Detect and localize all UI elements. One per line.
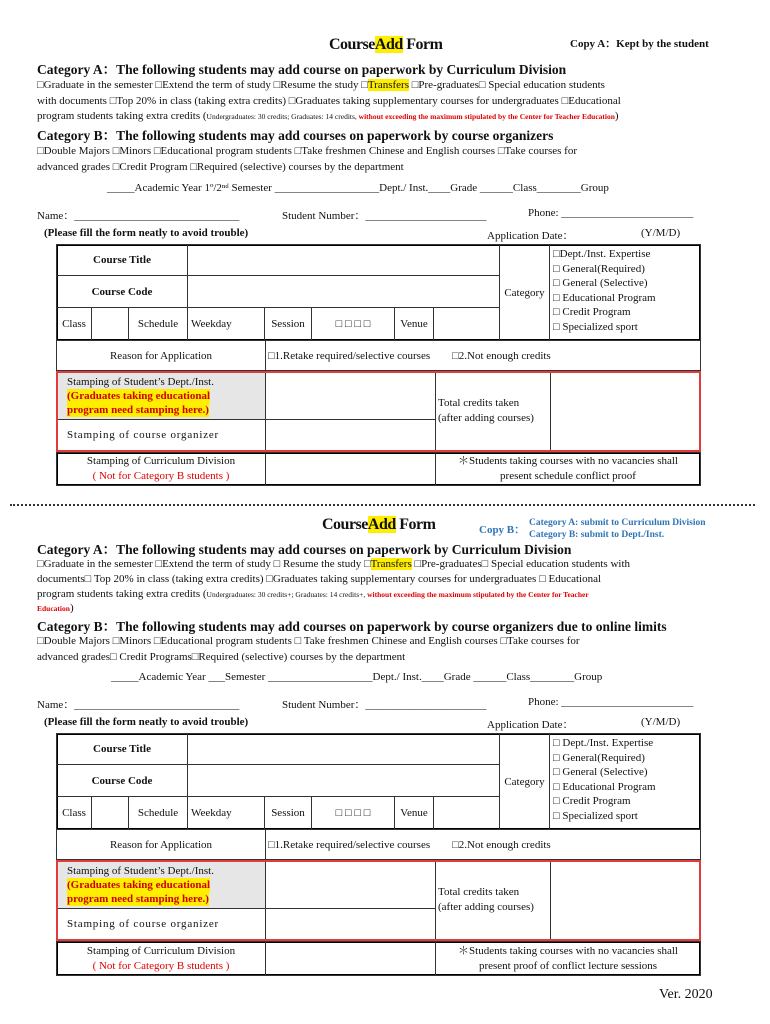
class-input[interactable] bbox=[91, 796, 129, 830]
session-label: Session bbox=[264, 796, 312, 830]
stamp-curriculum-label bbox=[56, 941, 266, 976]
category-b-line-2: advanced grades□ Credit Programs□Required (selective) courses by the department bbox=[37, 651, 406, 663]
stamp-organizer-label: Stamping of course organizer bbox=[56, 908, 266, 940]
category-a-line-4 bbox=[37, 601, 74, 616]
course-code-input[interactable] bbox=[187, 275, 500, 308]
no-vacancy-note bbox=[435, 452, 701, 486]
course-add-table bbox=[56, 733, 701, 976]
category-label: Category bbox=[499, 244, 550, 341]
session-checkboxes[interactable]: □ □ □ □ bbox=[311, 796, 395, 830]
student-number-field[interactable]: Student Number：______________________ bbox=[282, 699, 487, 711]
category-option-general-required[interactable]: □ General(Required) bbox=[553, 262, 645, 275]
total-credits-text-2: (after adding courses) bbox=[438, 412, 534, 424]
category-a-line-2: with documents □Top 20% in class (taking extra credits) □Graduates taking supplementary courses for undergraduates □Educational bbox=[37, 95, 621, 107]
stamp-dept-text: Stamping of Student’s Dept./Inst. bbox=[67, 375, 214, 388]
phone-field[interactable]: Phone: ________________________ bbox=[528, 696, 694, 708]
total-credits-text-1: Total credits taken bbox=[438, 397, 520, 409]
category-options bbox=[553, 247, 656, 334]
course-code-input[interactable] bbox=[187, 764, 500, 797]
category-option-educational-program[interactable]: □ Educational Program bbox=[553, 291, 656, 304]
application-date-label[interactable]: Application Date： bbox=[487, 719, 574, 731]
no-vacancy-note bbox=[435, 941, 701, 976]
form-title bbox=[329, 36, 442, 54]
cut-line-divider bbox=[10, 504, 755, 506]
class-label: Class bbox=[56, 796, 92, 830]
total-credits-text-2: (after adding courses) bbox=[438, 901, 534, 913]
neatness-note: (Please fill the form neatly to avoid trouble) bbox=[44, 227, 249, 239]
schedule-label: Schedule bbox=[128, 796, 188, 830]
category-b-line-2: advanced grades □Credit Program □Required (selective) courses by the department bbox=[37, 161, 404, 173]
category-a-line-1-text: □Graduate in the semester □Extend the term of study □ Resume the study □ bbox=[37, 558, 371, 570]
class-input[interactable] bbox=[91, 307, 129, 341]
copy-destination-a: Category A: submit to Curriculum Division bbox=[529, 518, 706, 528]
category-a-line-2: documents□ Top 20% in class (taking extra credits) □Graduates taking supplementary courses for undergraduates □ Educational bbox=[37, 573, 602, 585]
stamp-organizer-label: Stamping of course organizer bbox=[56, 419, 266, 451]
no-vacancy-text-1: ＊Students taking courses with no vacancies shall bbox=[458, 455, 678, 467]
no-vacancy-text-2: present schedule conflict proof bbox=[500, 470, 636, 482]
course-title-input[interactable] bbox=[187, 244, 500, 276]
category-b-line-1: □Double Majors □Minors □Educational program students □Take freshmen Chinese and English courses □Take courses for bbox=[37, 145, 577, 157]
category-option-expertise[interactable]: □Dept./Inst. Expertise bbox=[553, 248, 651, 260]
category-option-educational-program[interactable]: □ Educational Program bbox=[553, 780, 656, 793]
stamp-curriculum-area[interactable] bbox=[265, 452, 436, 486]
reason-label: Reason for Application bbox=[56, 829, 266, 860]
category-options bbox=[553, 736, 656, 823]
category-a-line-1-end: □Pre-graduates□ Special education students bbox=[409, 79, 605, 91]
copy-label: Copy B： bbox=[479, 524, 526, 536]
session-label: Session bbox=[264, 307, 312, 341]
form-title-highlight: Add bbox=[374, 36, 403, 53]
name-field[interactable]: Name：______________________________ bbox=[37, 210, 240, 222]
category-a-line-3-end: ) bbox=[614, 110, 619, 122]
stamp-dept-note-1: (Graduates taking educational bbox=[67, 389, 211, 402]
category-a-heading: Category A：The following students may add courses on paperwork by Curriculum Division bbox=[37, 542, 572, 557]
phone-field[interactable]: Phone: ________________________ bbox=[528, 207, 694, 219]
course-code-label: Course Code bbox=[56, 764, 188, 797]
reason-label: Reason for Application bbox=[56, 340, 266, 371]
stamp-curriculum-text: Stamping of Curriculum Division bbox=[86, 944, 236, 957]
session-checkboxes[interactable]: □ □ □ □ bbox=[311, 307, 395, 341]
category-b-line-1: □Double Majors □Minors □Educational program students □ Take freshmen Chinese and English courses □Take courses for bbox=[37, 635, 580, 647]
form-title-highlight: Add bbox=[367, 516, 396, 533]
category-a-heading: Category A：The following students may add course on paperwork by Curriculum Division bbox=[37, 62, 567, 77]
stamp-dept-note-2: program need stamping here.) bbox=[67, 403, 209, 416]
category-option-general-required[interactable]: □ General(Required) bbox=[553, 751, 645, 764]
form-title bbox=[322, 516, 435, 534]
form-title-prefix: Course bbox=[329, 36, 375, 53]
category-a-line-3-text: program students taking extra credits ( bbox=[37, 110, 207, 122]
no-vacancy-text-2: present proof of conflict lecture sessions bbox=[478, 959, 658, 972]
form-title-suffix: Form bbox=[402, 36, 443, 53]
stamp-dept-note-2: program need stamping here.) bbox=[67, 892, 209, 905]
reason-credits-checkbox[interactable]: □2.Not enough credits bbox=[452, 349, 551, 362]
category-option-specialized-sport[interactable]: □ Specialized sport bbox=[553, 809, 638, 822]
category-b-heading: Category B：The following students may add courses on paperwork by course organizers due to online limits bbox=[37, 619, 667, 634]
not-category-b-note: ( Not for Category B students ) bbox=[92, 470, 230, 482]
schedule-label: Schedule bbox=[128, 307, 188, 341]
copy-label: Copy A：Kept by the student bbox=[570, 38, 709, 50]
venue-input[interactable] bbox=[433, 796, 500, 830]
course-title-label: Course Title bbox=[56, 733, 188, 765]
stamp-curriculum-area[interactable] bbox=[265, 941, 436, 976]
neatness-note: (Please fill the form neatly to avoid trouble) bbox=[44, 716, 249, 728]
venue-label: Venue bbox=[394, 796, 434, 830]
year-semester-line[interactable]: _____Academic Year ___Semester ___________________Dept./ Inst.____Grade ______Class________Group bbox=[111, 671, 603, 683]
category-option-credit-program[interactable]: □ Credit Program bbox=[553, 795, 631, 807]
course-title-label: Course Title bbox=[56, 244, 188, 276]
date-format-hint: (Y/M/D) bbox=[641, 716, 681, 728]
category-label: Category bbox=[499, 733, 550, 830]
stamp-dept-text: Stamping of Student’s Dept./Inst. bbox=[67, 864, 214, 877]
stamp-curriculum-label bbox=[56, 452, 266, 486]
no-vacancy-text-1: ＊Students taking courses with no vacancies shall bbox=[458, 944, 678, 957]
date-format-hint: (Y/M/D) bbox=[641, 227, 681, 239]
category-option-general-selective[interactable]: □ General (Selective) bbox=[553, 766, 648, 778]
category-option-expertise[interactable]: □ Dept./Inst. Expertise bbox=[553, 737, 654, 749]
year-semester-line[interactable]: _____Academic Year 1º/2ⁿᵈ Semester ___________________Dept./ Inst.____Grade ______Class________Group bbox=[107, 182, 609, 194]
course-add-table bbox=[56, 244, 701, 485]
venue-input[interactable] bbox=[433, 307, 500, 341]
category-a-line-3-text: program students taking extra credits ( bbox=[37, 588, 207, 600]
stamping-highlight-box bbox=[56, 860, 701, 941]
weekday-label[interactable]: Weekday bbox=[187, 307, 265, 341]
reason-retake-checkbox[interactable]: □1.Retake required/selective courses bbox=[268, 838, 431, 851]
stamping-highlight-box bbox=[56, 371, 701, 452]
name-field[interactable]: Name：______________________________ bbox=[37, 699, 240, 711]
category-a-line-1-end: □Pre-graduates□ Special education students with bbox=[411, 558, 631, 570]
category-a-line-3 bbox=[37, 109, 619, 124]
category-a-line-4-end: ) bbox=[69, 602, 74, 614]
category-a-line-1 bbox=[37, 78, 605, 93]
version-label: Ver. 2020 bbox=[659, 987, 713, 1002]
class-label: Class bbox=[56, 307, 92, 341]
category-a-credit-note: Undergraduates: 30 credits; Graduates: 14 credits, bbox=[206, 112, 359, 121]
category-a-credit-note: Undergraduates: 30 credits+; Graduates: 14 credits+, bbox=[206, 590, 368, 599]
category-a-line-1 bbox=[37, 557, 630, 572]
category-option-general-selective[interactable]: □ General (Selective) bbox=[553, 277, 648, 289]
stamp-curriculum-text: Stamping of Curriculum Division bbox=[86, 455, 236, 467]
weekday-label[interactable]: Weekday bbox=[187, 796, 265, 830]
venue-label: Venue bbox=[394, 307, 434, 341]
course-code-label: Course Code bbox=[56, 275, 188, 308]
category-a-red-note: without exceeding the maximum stipulated by the Center for Teacher Education bbox=[358, 112, 615, 121]
reason-retake-checkbox[interactable]: □1.Retake required/selective courses bbox=[268, 349, 431, 362]
not-category-b-note: ( Not for Category B students ) bbox=[92, 959, 230, 972]
application-date-label[interactable]: Application Date： bbox=[487, 230, 574, 242]
copy-destination-b: Category B: submit to Dept./Inst. bbox=[529, 530, 665, 540]
student-number-field[interactable]: Student Number：______________________ bbox=[282, 210, 487, 222]
category-b-heading: Category B：The following students may add courses on paperwork by course organizers bbox=[37, 128, 554, 143]
category-a-line-1-text: □Graduate in the semester □Extend the term of study □Resume the study □ bbox=[37, 79, 368, 91]
transfers-highlight: Transfers bbox=[367, 79, 409, 91]
stamp-dept-note-1: (Graduates taking educational bbox=[67, 878, 211, 891]
total-credits-text-1: Total credits taken bbox=[438, 886, 520, 898]
form-title-suffix: Form bbox=[395, 516, 436, 533]
reason-credits-checkbox[interactable]: □2.Not enough credits bbox=[452, 838, 551, 851]
reason-options bbox=[265, 340, 701, 371]
category-a-line-3 bbox=[37, 587, 589, 602]
category-option-credit-program[interactable]: □ Credit Program bbox=[553, 306, 631, 318]
course-title-input[interactable] bbox=[187, 733, 500, 765]
category-a-red-note: without exceeding the maximum stipulated by the Center for Teacher bbox=[367, 590, 589, 599]
category-a-red-note-end: Education bbox=[37, 604, 70, 613]
form-title-prefix: Course bbox=[322, 516, 368, 533]
category-option-specialized-sport[interactable]: □ Specialized sport bbox=[553, 320, 638, 333]
transfers-highlight: Transfers bbox=[370, 558, 412, 570]
reason-options bbox=[265, 829, 701, 860]
